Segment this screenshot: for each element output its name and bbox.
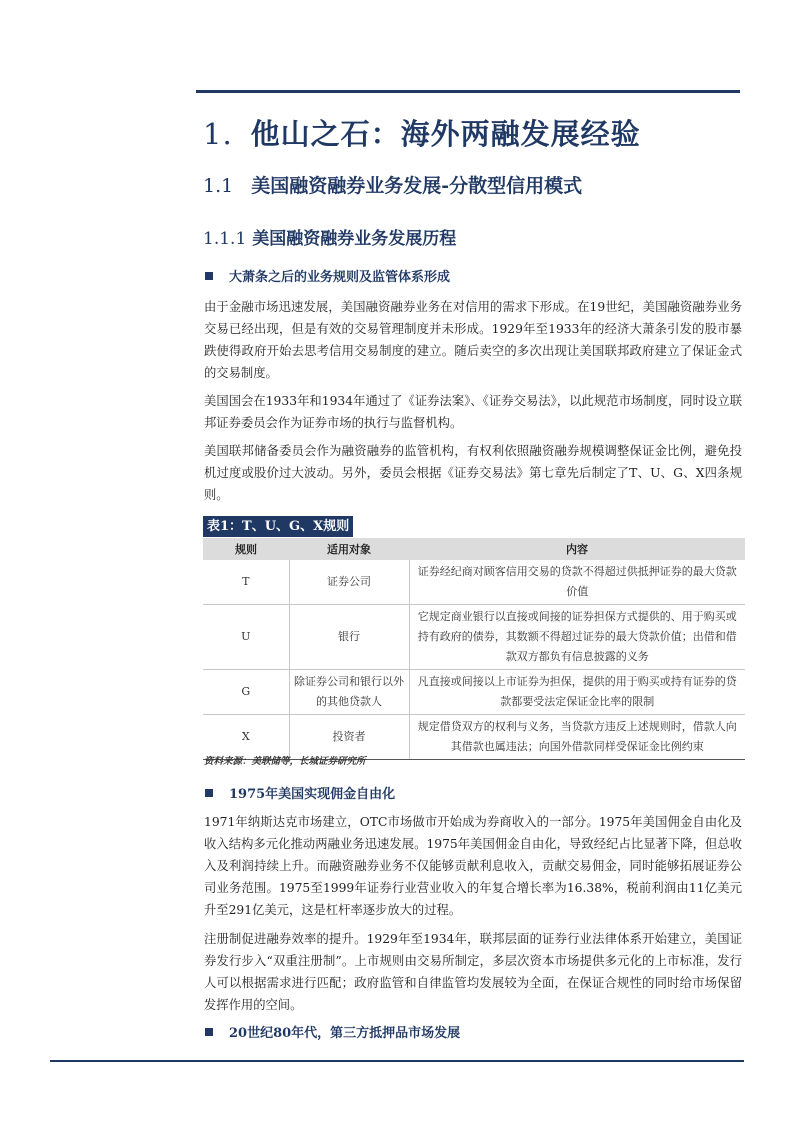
table-row <box>203 605 745 670</box>
table-cell-target: 证券公司 <box>289 560 409 605</box>
heading-3 <box>203 224 456 249</box>
table-cell-target: 投资者 <box>289 715 409 760</box>
square-bullet-icon <box>205 272 213 280</box>
table-header-content: 内容 <box>409 538 745 560</box>
heading-3-text: 美国融资融券业务发展历程 <box>252 229 457 249</box>
heading-2-text: 美国融资融券业务发展-分散型信用模式 <box>251 175 583 197</box>
table-header-row <box>203 538 745 560</box>
table-header-rule: 规则 <box>203 538 289 560</box>
bullet-heading-3-text: 20世纪80年代，第三方抵押品市场发展 <box>229 1026 461 1041</box>
table-source-note: 资料来源：美联储等，长城证券研究所 <box>204 756 366 767</box>
bullet-heading-2-text: 1975年美国实现佣金自由化 <box>229 787 396 802</box>
table-cell-target: 银行 <box>289 605 409 670</box>
heading-2-number: 1.1 <box>203 175 234 197</box>
square-bullet-icon <box>205 1028 213 1036</box>
bullet-heading-1 <box>205 266 450 285</box>
bullet-heading-1-text: 大萧条之后的业务规则及监管体系形成 <box>229 270 451 285</box>
bottom-rule <box>50 1060 744 1062</box>
table-cell-content: 凡直接或间接以上市证券为担保，提供的用于购买或持有证券的贷款都要受法定保证金比率的限制 <box>409 670 745 715</box>
rules-table <box>203 538 745 760</box>
table-cell-content: 规定借贷双方的权利与义务，当贷款方违反上述规则时，借款人向其借款也属违法；向国外借款同样受保证金比例约束 <box>409 715 745 760</box>
heading-2 <box>203 171 582 198</box>
bullet-heading-3 <box>205 1022 460 1041</box>
table-header-target: 适用对象 <box>289 538 409 560</box>
table-cell-rule: X <box>203 715 289 760</box>
paragraph-4: 1971年纳斯达克市场建立，OTC市场做市开始成为券商收入的一部分。1975年美国佣金自由化及收入结构多元化推动两融业务迅速发展。1975年美国佣金自由化，导致经纪占比显著下降，但总收入及利润持续上升。而融资融券业务不仅能够贡献利息收入，贡献交易佣金，同时能够拓展证券公司业务范围。1975至1999年证券行业营业收入的年复合增长率为16.38%，税前利润由11亿美元升至291亿美元，这是杠杆率逐步放大的过程。 <box>204 815 742 917</box>
heading-1-number: 1. <box>203 117 233 151</box>
bullet-heading-2 <box>205 783 395 802</box>
heading-1-text: 他山之石：海外两融发展经验 <box>250 117 641 151</box>
table-cell-rule: G <box>203 670 289 715</box>
heading-1 <box>203 112 641 153</box>
paragraph-1: 由于金融市场迅速发展，美国融资融券业务在对信用的需求下形成。在19世纪，美国融资融券业务交易已经出现，但是有效的交易管理制度并未形成。1929年至1933年的经济大萧条引发的股市暴跌使得政府开始去思考信用交易制度的建立。随后卖空的多次出现让美国联邦政府建立了保证金式的交易制度。 <box>204 300 742 380</box>
table-title: 表1：T、U、G、X规则 <box>203 516 353 537</box>
heading-3-number: 1.1.1 <box>203 229 247 249</box>
table-row <box>203 670 745 715</box>
table-cell-rule: T <box>203 560 289 605</box>
top-rule <box>196 90 740 93</box>
paragraph-3: 美国联邦储备委员会作为融资融券的监管机构，有权利依照融资融券规模调整保证金比例，避免投机过度或股价过大波动。另外，委员会根据《证券交易法》第七章先后制定了T、U、G、X四条规则。 <box>204 444 742 502</box>
table-cell-target: 除证券公司和银行以外的其他贷款人 <box>289 670 409 715</box>
table-cell-content: 证券经纪商对顾客信用交易的贷款不得超过供抵押证券的最大贷款价值 <box>409 560 745 605</box>
table-cell-content: 它规定商业银行以直接或间接的证券担保方式提供的、用于购买或持有政府的债券，其数额不得超过证券的最大贷款价值；出借和借款双方都负有信息披露的义务 <box>409 605 745 670</box>
table-row <box>203 560 745 605</box>
paragraph-2: 美国国会在1933年和1934年通过了《证券法案》、《证券交易法》，以此规范市场制度，同时设立联邦证券委员会作为证券市场的执行与监督机构。 <box>204 394 742 430</box>
square-bullet-icon <box>205 789 213 797</box>
table-cell-rule: U <box>203 605 289 670</box>
paragraph-5: 注册制促进融券效率的提升。1929年至1934年，联邦层面的证券行业法律体系开始建立，美国证券发行步入“双重注册制”。上市规则由交易所制定，多层次资本市场提供多元化的上市标准，发行人可以根据需求进行匹配；政府监管和自律监管均发展较为全面，在保证合规性的同时给市场保留发挥作用的空间。 <box>204 932 742 1012</box>
